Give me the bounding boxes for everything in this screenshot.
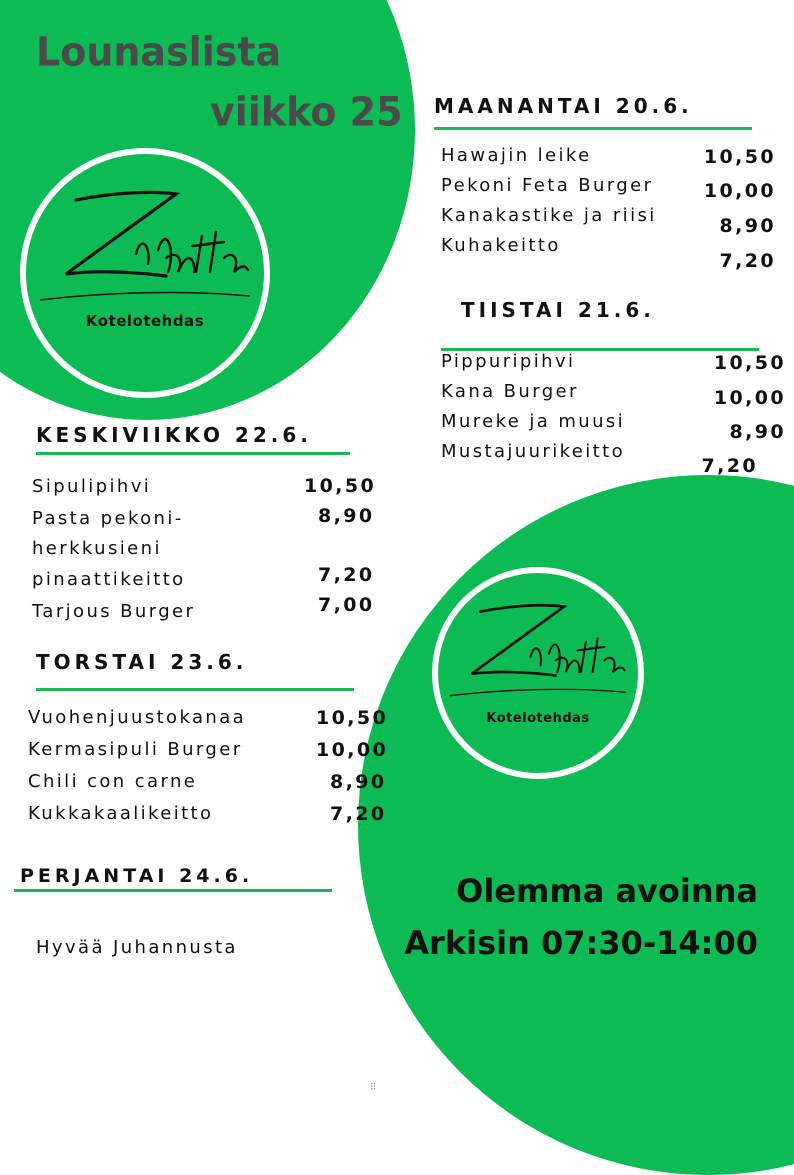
menu-item: herkkusieni bbox=[32, 538, 162, 559]
brand-subtitle: Kotelotehdas bbox=[85, 312, 205, 330]
menu-item: Kukkakaalikeitto bbox=[28, 803, 214, 824]
menu-item: Chili con carne bbox=[28, 771, 198, 792]
menu-item: Tarjous Burger bbox=[32, 601, 196, 622]
menu-price: 7,20 bbox=[719, 250, 776, 272]
menu-item: Kana Burger bbox=[441, 381, 579, 402]
brand-logo-secondary bbox=[432, 567, 644, 779]
menu-price: 10,50 bbox=[703, 146, 776, 168]
monday-divider bbox=[434, 127, 752, 130]
signature-logo-icon bbox=[26, 154, 264, 392]
menu-item: Pekoni Feta Burger bbox=[441, 175, 654, 196]
menu-item: Kermasipuli Burger bbox=[28, 739, 243, 760]
menu-price: 10,00 bbox=[713, 387, 786, 409]
monday-heading: MAANANTAI 20.6. bbox=[434, 94, 693, 118]
tuesday-heading: TIISTAI 21.6. bbox=[461, 298, 655, 322]
menu-item: Kanakastike ja riisi bbox=[441, 205, 657, 226]
signature-logo-icon bbox=[438, 573, 638, 773]
thursday-divider bbox=[36, 688, 354, 691]
opening-hours-time: Arkisin 07:30-14:00 bbox=[404, 924, 758, 962]
menu-item: Hawajin leike bbox=[441, 145, 592, 166]
brand-logo bbox=[20, 148, 270, 398]
menu-item: Vuohenjuustokanaa bbox=[28, 707, 247, 728]
friday-divider bbox=[14, 889, 332, 892]
menu-item: Mureke ja muusi bbox=[441, 411, 626, 432]
week-label: viikko 25 bbox=[210, 88, 403, 136]
menu-item: Sipulipihvi bbox=[32, 476, 152, 497]
menu-item: Pasta pekoni- bbox=[32, 508, 184, 529]
friday-heading: PERJANTAI 24.6. bbox=[20, 865, 254, 887]
menu-price: 7,20 bbox=[701, 455, 758, 477]
menu-price: 10,50 bbox=[713, 352, 786, 374]
menu-price: 8,90 bbox=[318, 505, 375, 527]
menu-price: 10,00 bbox=[316, 739, 389, 761]
thursday-heading: TORSTAI 23.6. bbox=[36, 650, 248, 674]
menu-price: 8,90 bbox=[729, 421, 786, 443]
brand-subtitle: Kotelotehdas bbox=[486, 711, 590, 726]
menu-item: Kuhakeitto bbox=[441, 235, 561, 256]
menu-item: Pippuripihvi bbox=[441, 351, 576, 372]
page-marker: ⠿ bbox=[370, 1083, 377, 1093]
wednesday-divider bbox=[36, 452, 350, 455]
menu-price: 7,20 bbox=[330, 803, 387, 825]
page-title: Lounaslista bbox=[36, 28, 282, 76]
friday-note: Hyvää Juhannusta bbox=[36, 937, 238, 958]
menu-price: 8,90 bbox=[330, 771, 387, 793]
menu-price: 10,00 bbox=[703, 180, 776, 202]
menu-price: 7,20 bbox=[318, 564, 375, 586]
wednesday-heading: KESKIVIIKKO 22.6. bbox=[36, 423, 312, 447]
menu-price: 10,50 bbox=[304, 475, 377, 497]
menu-item: pinaattikeitto bbox=[32, 569, 186, 590]
menu-item: Mustajuurikeitto bbox=[441, 441, 626, 462]
menu-price: 8,90 bbox=[719, 215, 776, 237]
menu-price: 10,50 bbox=[316, 707, 389, 729]
menu-price: 7,00 bbox=[318, 594, 375, 616]
opening-hours-title: Olemma avoinna bbox=[456, 872, 758, 910]
